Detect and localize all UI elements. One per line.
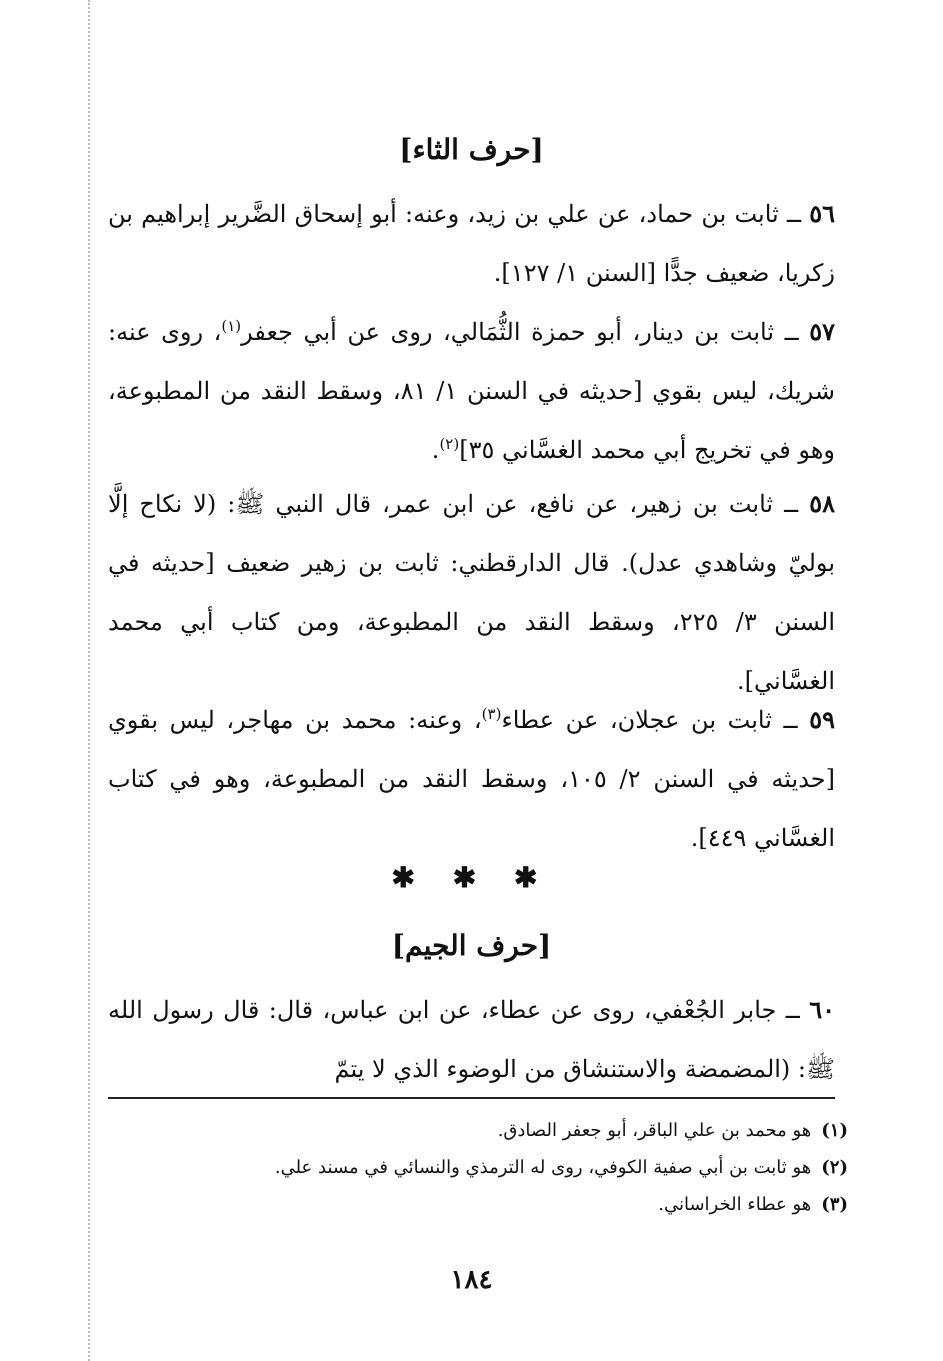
entry-number: ٥٩	[809, 705, 835, 734]
footnote-2	[108, 1149, 848, 1186]
footnote-text: هو عطاء الخراساني.	[658, 1194, 812, 1215]
footnote-marker[interactable]: (١)	[221, 317, 242, 335]
footnote-marker[interactable]: (٢)	[439, 435, 460, 453]
entry-text: ــ ثابت بن حماد، عن علي بن زيد، وعنه: أبو إسحاق الضَّرير إبراهيم بن زكريا، ضعيف جدًّا [السنن ١/ ١٢٧].	[108, 200, 835, 287]
footnote-number: (٢)	[821, 1157, 848, 1178]
page-number: ١٨٤	[450, 1265, 493, 1295]
entry-60	[108, 980, 835, 1099]
footnote-marker[interactable]: (٣)	[481, 705, 502, 723]
footnotes	[108, 1112, 848, 1223]
entry-59	[108, 690, 835, 868]
entry-number: ٦٠	[809, 995, 836, 1024]
footnote-number: (٣)	[821, 1194, 848, 1215]
entry-text: ــ ثابت بن دينار، أبو حمزة الثُّمَالي، روى عن أبي جعفر	[241, 318, 810, 346]
entry-text: ــ جابر الجُعْفي، روى عن عطاء، عن ابن عباس، قال: قال رسول الله ﷺ: (المضمضة والاستنشاق من الوضوء الذي لا يتمّ	[108, 996, 835, 1083]
footnote-1	[108, 1112, 848, 1149]
entry-text: .	[431, 436, 440, 464]
footnote-number: (١)	[821, 1120, 848, 1141]
footnote-divider	[108, 1097, 835, 1099]
footnote-text: هو محمد بن علي الباقر، أبو جعفر الصادق.	[497, 1120, 812, 1141]
entry-text: ــ ثابت بن عجلان، عن عطاء	[501, 706, 810, 734]
entry-58	[108, 474, 835, 711]
scan-binding-edge	[88, 0, 90, 1361]
section-heading-jim: [حرف الجيم]	[391, 929, 552, 962]
entry-text: ــ ثابت بن زهير، عن نافع، عن ابن عمر، قال النبي ﷺ: (لا نكاح إلَّا بوليّ وشاهدي عدل). قال الدارقطني: ثابت بن زهير ضعيف [حديثه في السنن ٣/ ٢٢٥، وسقط النقد من المطبوعة، ومن كتاب أبي محمد الغسَّاني].	[108, 490, 836, 695]
footnote-text: هو ثابت بن أبي صفية الكوفي، روى له الترمذي والنسائي في مسند علي.	[274, 1157, 812, 1178]
section-separator: ✱ ✱ ✱	[391, 861, 552, 894]
entry-57	[108, 302, 835, 480]
entry-text: ، وعنه: محمد بن مهاجر، ليس بقوي [حديثه في السنن ٢/ ١٠٥، وسقط النقد من المطبوعة، وهو في كتاب الغسَّاني ٤٤٩].	[108, 706, 835, 852]
section-heading-tha: [حرف الثاء]	[399, 133, 544, 166]
entry-number: ٥٧	[809, 317, 836, 346]
entry-text: ، روى عنه: شريك، ليس بقوي [حديثه في السنن ١/ ٨١، وسقط النقد من المطبوعة، وهو في تخريج أبي محمد الغسَّاني ٣٥]	[108, 318, 835, 464]
entry-56	[108, 184, 835, 303]
entry-number: ٥٦	[809, 199, 835, 228]
entry-number: ٥٨	[809, 489, 835, 518]
footnote-3	[108, 1186, 848, 1223]
